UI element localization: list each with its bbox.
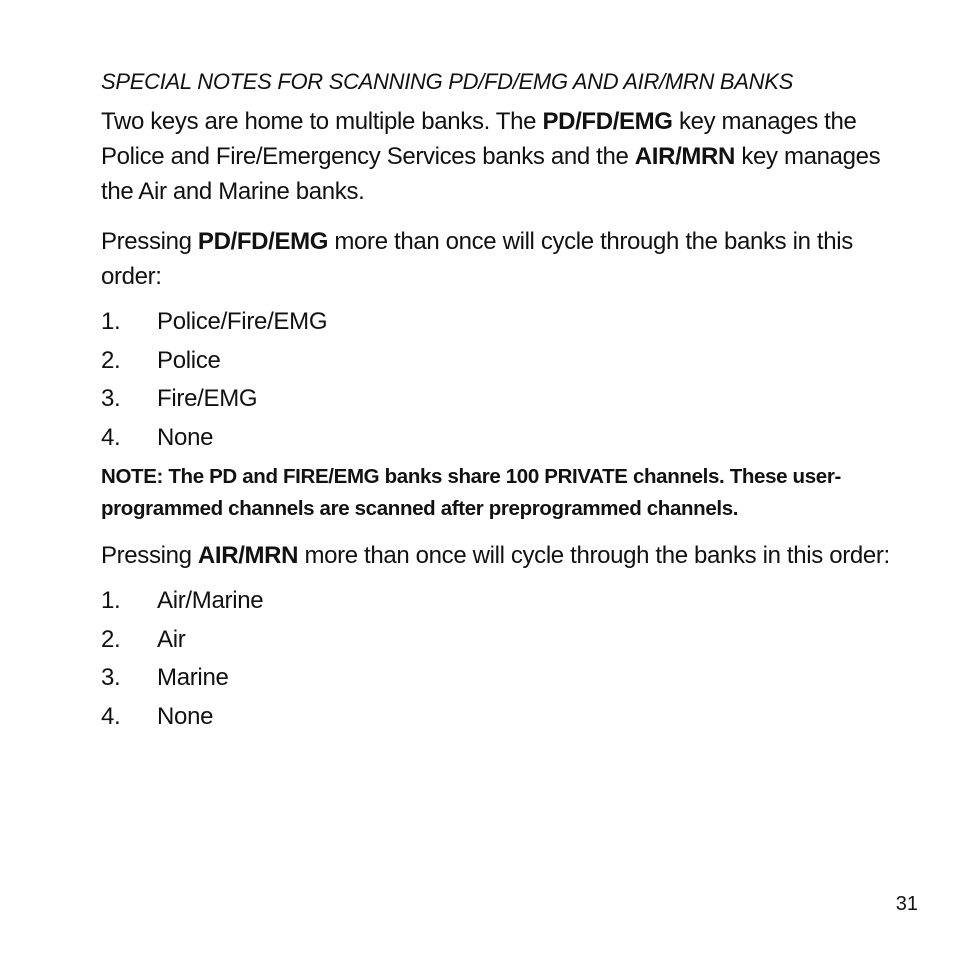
list-item-number: 1. xyxy=(101,308,121,335)
intro-text-1: Two keys are home to multiple banks. The xyxy=(101,108,543,135)
list-item xyxy=(101,582,891,621)
list-item-number: 4. xyxy=(101,702,121,730)
note-paragraph: NOTE: The PD and FIRE/EMG banks share 100 PRIVATE channels. These user-programmed channels are scanned after preprogrammed channels. xyxy=(101,465,841,520)
pd-cycle-text-2: more than once will cycle through the banks in this order: xyxy=(101,228,853,290)
air-cycle-paragraph xyxy=(101,538,891,573)
list-item-number: 3. xyxy=(101,385,121,412)
list-item-label: Air xyxy=(157,625,186,653)
pd-cycle-key-name: PD/FD/EMG xyxy=(197,228,329,255)
list-item xyxy=(101,659,891,698)
intro-paragraph xyxy=(101,104,891,209)
list-item-label: Air/Marine xyxy=(157,587,264,614)
intro-text-3: key manages the Air and Marine banks. xyxy=(101,143,881,205)
list-item xyxy=(101,419,891,458)
list-item-label: Marine xyxy=(157,664,229,691)
intro-text-2: key manages the Police and Fire/Emergency Services banks and the xyxy=(101,108,857,170)
page-number: 31 xyxy=(895,893,918,915)
list-item xyxy=(101,380,891,419)
list-item xyxy=(101,698,891,737)
pd-cycle-text-1: Pressing xyxy=(101,228,198,255)
list-item-label: Police/Fire/EMG xyxy=(157,308,328,335)
air-bank-order-list xyxy=(101,582,891,736)
manual-page xyxy=(101,66,891,736)
air-cycle-text-1: Pressing xyxy=(101,542,198,569)
list-item-number: 3. xyxy=(101,664,121,691)
air-cycle-text-2: more than once will cycle through the banks in this order: xyxy=(298,542,890,569)
air-key-name: AIR/MRN xyxy=(634,143,736,170)
air-cycle-key-name: AIR/MRN xyxy=(197,542,299,569)
pd-bank-order-list xyxy=(101,303,891,457)
list-item-number: 2. xyxy=(101,625,121,653)
list-item-label: Police xyxy=(157,346,221,374)
section-heading: SPECIAL NOTES FOR SCANNING PD/FD/EMG AND AIR/MRN BANKS xyxy=(101,69,793,94)
pd-key-name: PD/FD/EMG xyxy=(542,108,673,135)
list-item xyxy=(101,342,891,381)
list-item-label: None xyxy=(157,423,214,451)
list-item-number: 1. xyxy=(101,587,121,614)
list-item xyxy=(101,303,891,342)
pd-cycle-paragraph xyxy=(101,224,891,294)
list-item-number: 2. xyxy=(101,346,121,374)
list-item xyxy=(101,621,891,660)
list-item-label: Fire/EMG xyxy=(157,385,258,412)
list-item-label: None xyxy=(157,702,214,730)
list-item-number: 4. xyxy=(101,423,121,451)
